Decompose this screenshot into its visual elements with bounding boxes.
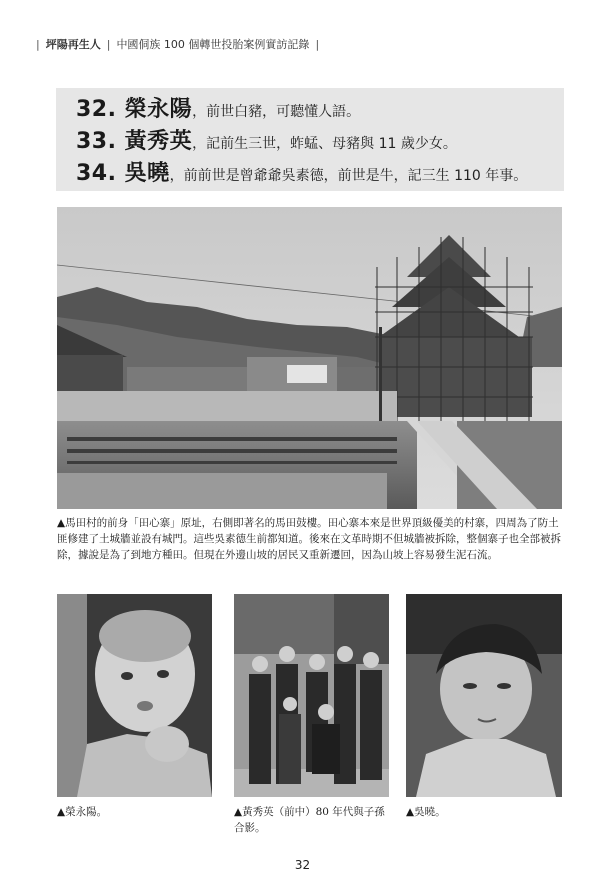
chapter-title-block xyxy=(56,88,564,191)
family-group-photo xyxy=(234,594,389,797)
book-subtitle: 中國侗族 100 個轉世投胎案例實訪記錄 xyxy=(116,38,310,51)
main-photo-caption: ▲馬田村的前身「田心寨」原址，右側即著名的馬田鼓樓。田心寨本來是世界頂級優美的村寨，四周為了防土匪修建了土城牆並設有城門。這些吳素德生前都知道。後來在文革時期不但城牆被拆除，整個寨子也全部被拆除，據說是為了到地方種田。但現在外邊山坡的居民又重新遷回，因為山坡上容易發生泥石流。 xyxy=(57,517,561,561)
village-drum-tower-photo xyxy=(57,207,562,509)
divider: | xyxy=(106,37,111,51)
divider: | xyxy=(36,37,40,51)
divider: | xyxy=(315,37,320,51)
book-title: 坪陽再生人 xyxy=(45,38,101,51)
title-line xyxy=(76,92,360,122)
boy-portrait-photo xyxy=(406,594,562,797)
case-description: ，前世白豬，可聽懂人語。 xyxy=(192,104,361,120)
case-number-name: 32. 榮永陽 xyxy=(76,97,193,122)
page-number: 32 xyxy=(294,858,311,872)
case-description: ，前前世是曾爺爺吳素德，前世是牛，記三生 110 年事。 xyxy=(169,168,528,184)
photo-caption: ▲黃秀英（前中）80 年代與子孫合影。 xyxy=(234,806,385,834)
case-description: ，記前生三世，蚱蜢、母豬與 11 歲少女。 xyxy=(192,136,457,152)
running-head xyxy=(36,36,576,52)
baby-portrait-photo xyxy=(57,594,212,797)
case-number-name: 33. 黃秀英 xyxy=(76,129,193,154)
photo-caption: ▲榮永陽。 xyxy=(57,806,108,818)
photo-caption: ▲吳曉。 xyxy=(406,806,446,818)
case-number-name: 34. 吳曉 xyxy=(76,161,170,186)
title-line xyxy=(76,124,457,154)
title-line xyxy=(76,156,527,186)
